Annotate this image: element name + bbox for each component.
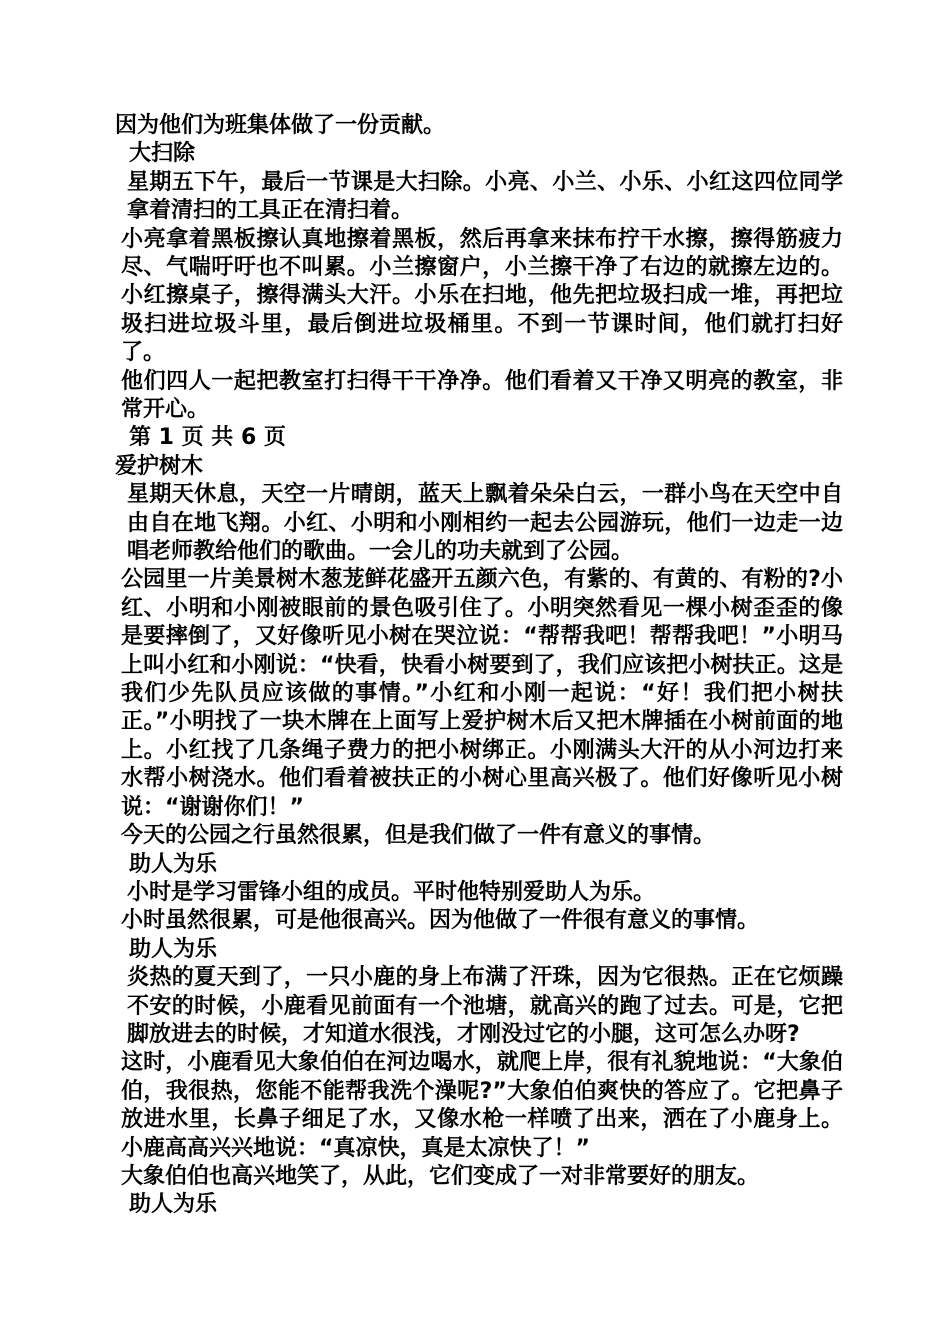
page-number: 第 1 页 共 6 页 [129,425,286,451]
paragraph: 小时虽然很累，可是他很高兴。因为他做了一件很有意义的事情。 [121,908,760,934]
paragraph: 小时是学习雷锋小组的成员。平时他特别爱助人为乐。 [127,879,656,905]
section-heading: 助人为乐 [129,1192,218,1218]
paragraph: 炎热的夏天到了，一只小鹿的身上布满了汗珠，因为它很热。正在它烦躁不安的时候，小鹿看见前面有一个池塘，就高兴的跑了过去。可是，它把脚放进去的时候，才知道水很浅，才刚没过它的小腿，这可怎么办呀? [127,965,843,1047]
document-page [115,112,843,1220]
paragraph: 今天的公园之行虽然很累，但是我们做了一件有意义的事情。 [121,823,716,849]
paragraph: 这时，小鹿看见大象伯伯在河边喝水，就爬上岸，很有礼貌地说：“大象伯伯，我很热，您能不能帮我洗个澡呢?”大象伯伯爽快的答应了。它把鼻子放进水里，长鼻子细足了水，又像水枪一样喷了出来，洒在了小鹿身上。小鹿高高兴兴地说：“真凉快，真是太凉快了！” [121,1050,843,1161]
paragraph: 公园里一片美景树木葱茏鲜花盛开五颜六色，有紫的、有黄的、有粉的?小红、小明和小刚被眼前的景色吸引住了。小明突然看见一棵小树歪歪的像是要摔倒了，又好像听见小树在哭泣说：“帮帮我吧！帮帮我吧！”小明马上叫小红和小刚说：“快看，快看小树要到了，我们应该把小树扶正。这是我们少先队员应该做的事情。”小红和小刚一起说：“好！我们把小树扶正。”小明找了一块木牌在上面写上爱护树木后又把木牌插在小树前面的地上。小红找了几条绳子费力的把小树绑正。小刚满头大汗的从小河边打来水帮小树浇水。他们看着被扶正的小树心里高兴极了。他们好像听见小树说：“谢谢你们！” [121,567,843,820]
paragraph: 星期天休息，天空一片晴朗，蓝天上飘着朵朵白云，一群小鸟在天空中自由自在地飞翔。小红、小明和小刚相约一起去公园游玩，他们一边走一边唱老师教给他们的歌曲。一会儿的功夫就到了公园。 [127,482,843,565]
section-heading: 助人为乐 [129,936,218,962]
section-heading: 爱护树木 [115,453,204,479]
paragraph: 小亮拿着黑板擦认真地擦着黑板，然后再拿来抹布拧干水擦，擦得筋疲力尽、气喘吁吁也不叫累。小兰擦窗户，小兰擦干净了右边的就擦左边的。小红擦桌子，擦得满头大汗。小乐在扫地，他先把垃圾扫成一堆，再把垃圾扫进垃圾斗里，最后倒进垃圾桶里。不到一节课时间，他们就打扫好了。 [121,226,843,366]
text-line: 因为他们为班集体做了一份贡献。 [115,113,446,138]
section-heading: 大扫除 [129,141,196,167]
paragraph: 大象伯伯也高兴地笑了，从此，它们变成了一对非常要好的朋友。 [121,1163,760,1189]
paragraph: 星期五下午，最后一节课是大扫除。小亮、小兰、小乐、小红这四位同学拿着清扫的工具正在清扫着。 [127,169,843,224]
paragraph: 他们四人一起把教室打扫得干干净净。他们看着又干净又明亮的教室，非常开心。 [121,368,843,423]
section-heading: 助人为乐 [129,851,218,877]
